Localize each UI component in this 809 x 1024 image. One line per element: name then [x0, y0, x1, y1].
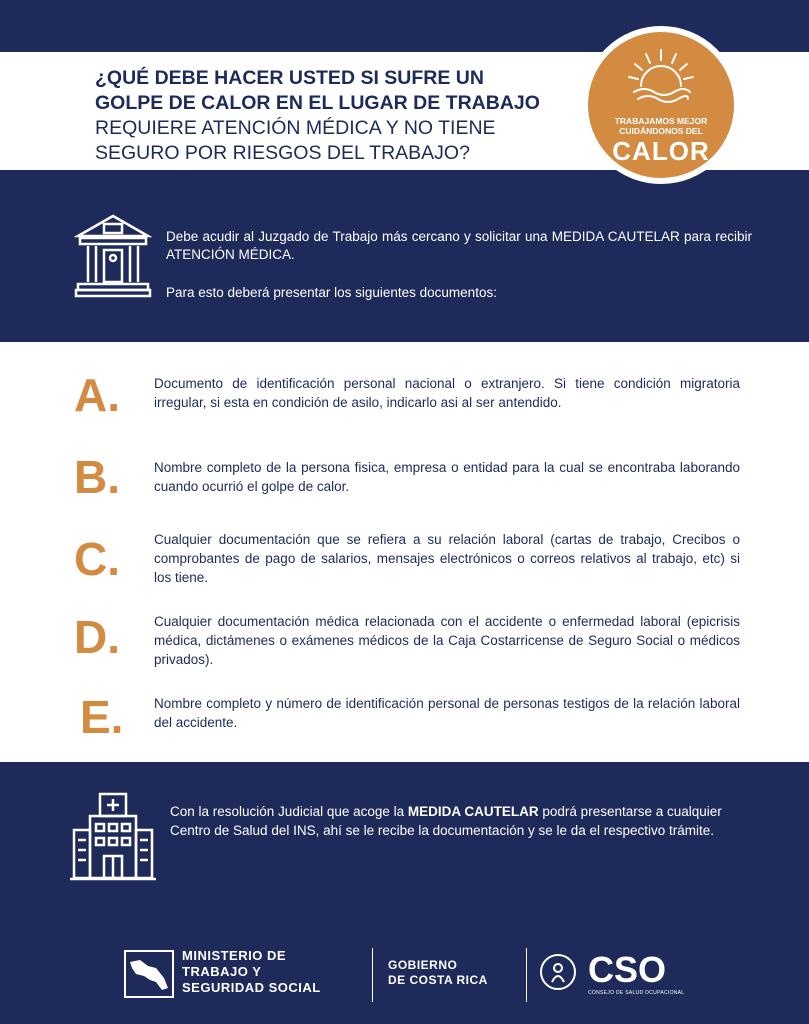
cso-logo-text: CSO [588, 949, 667, 990]
item-letter: C. [74, 533, 120, 585]
intro-documents-label: Para esto deberá presentar los siguientes documentos: [166, 285, 497, 300]
mtss-line-1: MINISTERIO DE [182, 948, 287, 963]
courthouse-icon [74, 212, 152, 298]
closing-text-start: Con la resolución Judicial que acoge la [170, 804, 408, 819]
footer-divider [526, 948, 527, 1002]
item-letter: B. [74, 451, 120, 503]
badge-subtitle [598, 116, 724, 136]
mtss-line-3: SEGURIDAD SOCIAL [182, 980, 321, 995]
item-text: Nombre completo de la persona fisica, empresa o entidad para la cual se encontraba laborando cuando ocurrió el golpe de calor. [154, 460, 740, 494]
item-text: Documento de identificación personal nacional o extranjero. Si tiene condición migratoria irregular, si esta en condición de asilo, indicarlo asi al ser antendido. [154, 376, 740, 410]
item-text: Cualquier documentación que se refiera a su relación laboral (cartas de trabajo, Crecibos o comprobantes de pago de salarios, mensajes electrónicos o correos relativos al trabajo, etc) si los tiene. [154, 532, 740, 585]
gob-line-1: GOBIERNO [388, 958, 458, 972]
footer-divider [372, 948, 373, 1002]
cso-emblem-icon [540, 954, 576, 990]
cso-emblem-shape [542, 956, 574, 988]
title-line-1: ¿QUÉ DEBE HACER USTED SI SUFRE UN [95, 67, 484, 89]
item-text: Nombre completo y número de identificación personal de personas testigos de la relación laboral del accidente. [154, 696, 740, 730]
badge-word: CALOR [612, 136, 710, 166]
item-letter: A. [74, 369, 120, 421]
costa-rica-map-shape [126, 952, 172, 996]
closing-text-end: podrá presentarse a cualquier Centro de Salud del INS, ahí se le recibe la documentación y se le da el respectivo trámite. [170, 804, 722, 838]
title-line-2: GOLPE DE CALOR EN EL LUGAR DE TRABAJO [95, 92, 540, 114]
item-letter: D. [74, 611, 120, 663]
closing-text-bold: MEDIDA CAUTELAR [407, 804, 539, 819]
footer-logos [0, 940, 809, 1010]
mtss-line-2: TRABAJO Y [182, 964, 262, 979]
mtss-logo-text [182, 948, 321, 996]
title-line-3: REQUIERE ATENCIÓN MÉDICA Y NO TIENE [95, 117, 496, 139]
intro-paragraph: Debe acudir al Juzgado de Trabajo más cercano y solicitar una MEDIDA CAUTELAR para recibir ATENCIÓN MÉDICA. [166, 229, 752, 262]
page-title [95, 66, 615, 166]
badge-subtitle-line-1: TRABAJAMOS MEJOR [614, 116, 708, 126]
cso-logo-subtitle: CONSEJO DE SALUD OCUPACIONAL [588, 990, 685, 996]
costa-rica-map-icon [124, 950, 174, 998]
hospital-icon [70, 790, 156, 882]
gob-line-2: DE COSTA RICA [388, 973, 488, 987]
calor-badge [582, 26, 740, 184]
badge-subtitle-line-2: CUIDÁNDONOS DEL [619, 126, 703, 136]
item-text: Cualquier documentación médica relacionada con el accidente o enfermedad laboral (epicrisis médica, dictámenes o exámenes médicos de la Caja Costarricense de Seguro Social o médicos privados). [154, 614, 740, 667]
title-line-4: SEGURO POR RIESGOS DEL TRABAJO? [95, 142, 470, 164]
item-letter: E. [80, 691, 124, 743]
gobierno-logo-text [388, 958, 488, 988]
sun-icon [628, 46, 694, 104]
closing-paragraph [170, 802, 760, 840]
